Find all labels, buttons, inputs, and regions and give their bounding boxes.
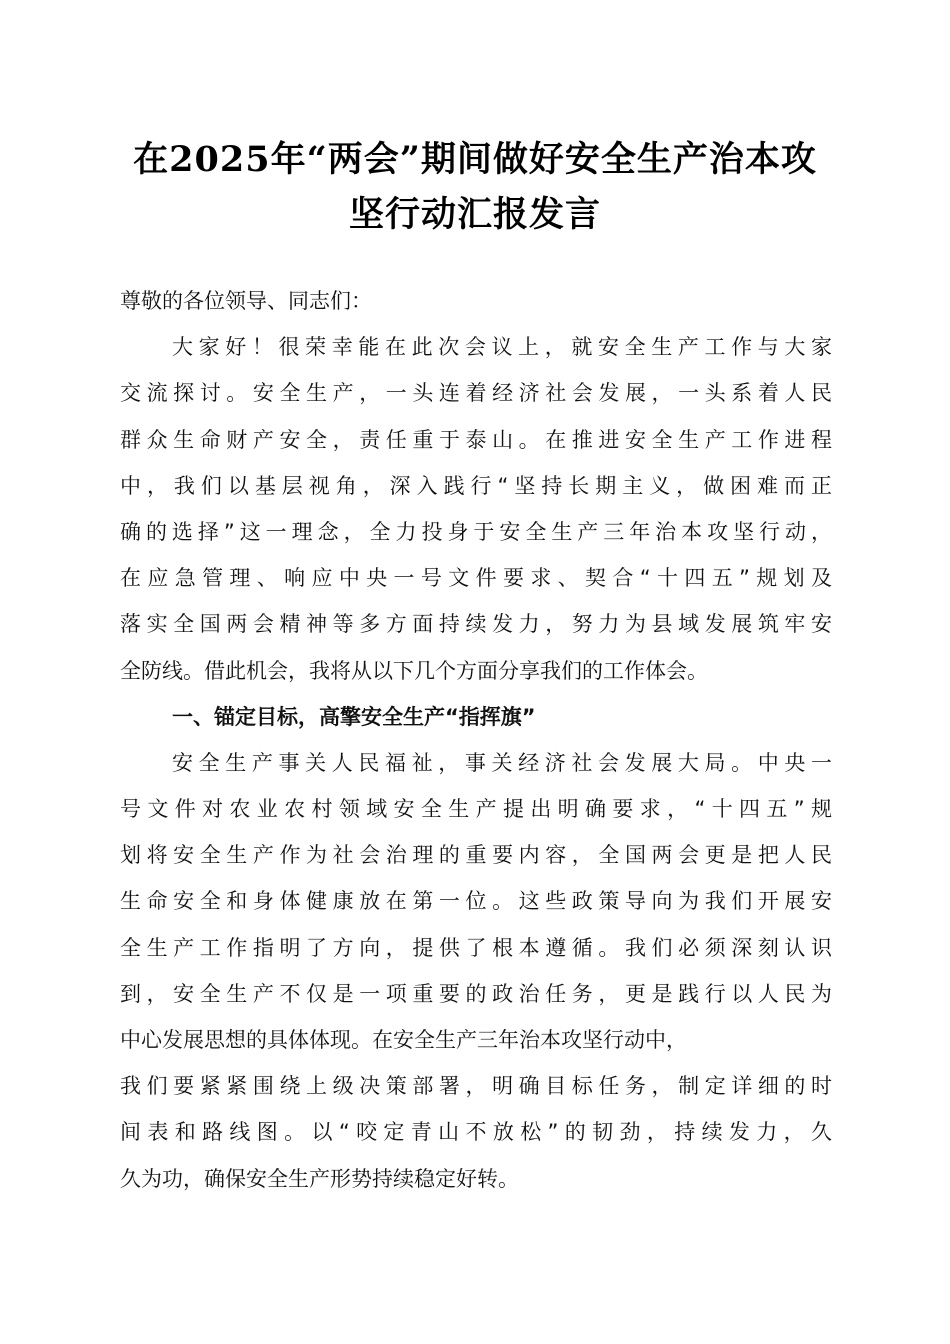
paragraph-line: 到，安全生产不仅是一项重要的政治任务，更是践行以人民为 bbox=[120, 981, 832, 1006]
paragraph-section-1 bbox=[120, 740, 832, 1202]
paragraph-line: 在应急管理、响应中央一号文件要求、契合“十四五”规划及 bbox=[120, 566, 832, 591]
section-heading: 一、锚定目标，高擎安全生产“指挥旗” bbox=[172, 704, 536, 729]
paragraph-line: 全生产工作指明了方向，提供了根本遵循。我们必须深刻认识 bbox=[120, 935, 832, 960]
paragraph-line: 我们要紧紧围绕上级决策部署，明确目标任务，制定详细的时 bbox=[120, 1074, 832, 1099]
paragraph-line: 群众生命财产安全，责任重于泰山。在推进安全生产工作进程 bbox=[120, 427, 832, 452]
salutation: 尊敬的各位领导、同志们： bbox=[120, 289, 372, 313]
paragraph-line: 确的选择”这一理念，全力投身于安全生产三年治本攻坚行动， bbox=[120, 519, 832, 544]
paragraph-line: 中，我们以基层视角，深入践行“坚持长期主义，做困难而正 bbox=[120, 473, 832, 498]
paragraph-line: 全防线。借此机会，我将从以下几个方面分享我们的工作体会。 bbox=[120, 658, 708, 683]
document-body bbox=[120, 278, 832, 1202]
document-title bbox=[110, 132, 840, 242]
paragraph-line: 划将安全生产作为社会治理的重要内容，全国两会更是把人民 bbox=[120, 843, 832, 868]
paragraph-opening bbox=[120, 324, 832, 694]
paragraph-line: 间表和路线图。以“咬定青山不放松”的韧劲，持续发力，久 bbox=[120, 1120, 832, 1145]
title-line: 坚行动汇报发言 bbox=[348, 194, 601, 235]
title-line: 在2025年“两会”期间做好安全生产治本攻 bbox=[133, 139, 817, 180]
paragraph-line: 大家好！很荣幸能在此次会议上，就安全生产工作与大家 bbox=[172, 335, 832, 360]
paragraph-line: 中心发展思想的具体体现。在安全生产三年治本攻坚行动中， bbox=[120, 1028, 687, 1052]
paragraph-line: 落实全国两会精神等多方面持续发力，努力为县域发展筑牢安 bbox=[120, 612, 832, 637]
paragraph-line: 生命安全和身体健康放在第一位。这些政策导向为我们开展安 bbox=[120, 889, 832, 914]
paragraph-line: 号文件对农业农村领域安全生产提出明确要求，“十四五”规 bbox=[120, 797, 832, 822]
paragraph-line: 交流探讨。安全生产，一头连着经济社会发展，一头系着人民 bbox=[120, 381, 832, 406]
paragraph-line: 久为功，确保安全生产形势持续稳定好转。 bbox=[120, 1166, 519, 1191]
paragraph-line: 安全生产事关人民福祉，事关经济社会发展大局。中央一 bbox=[172, 750, 832, 775]
